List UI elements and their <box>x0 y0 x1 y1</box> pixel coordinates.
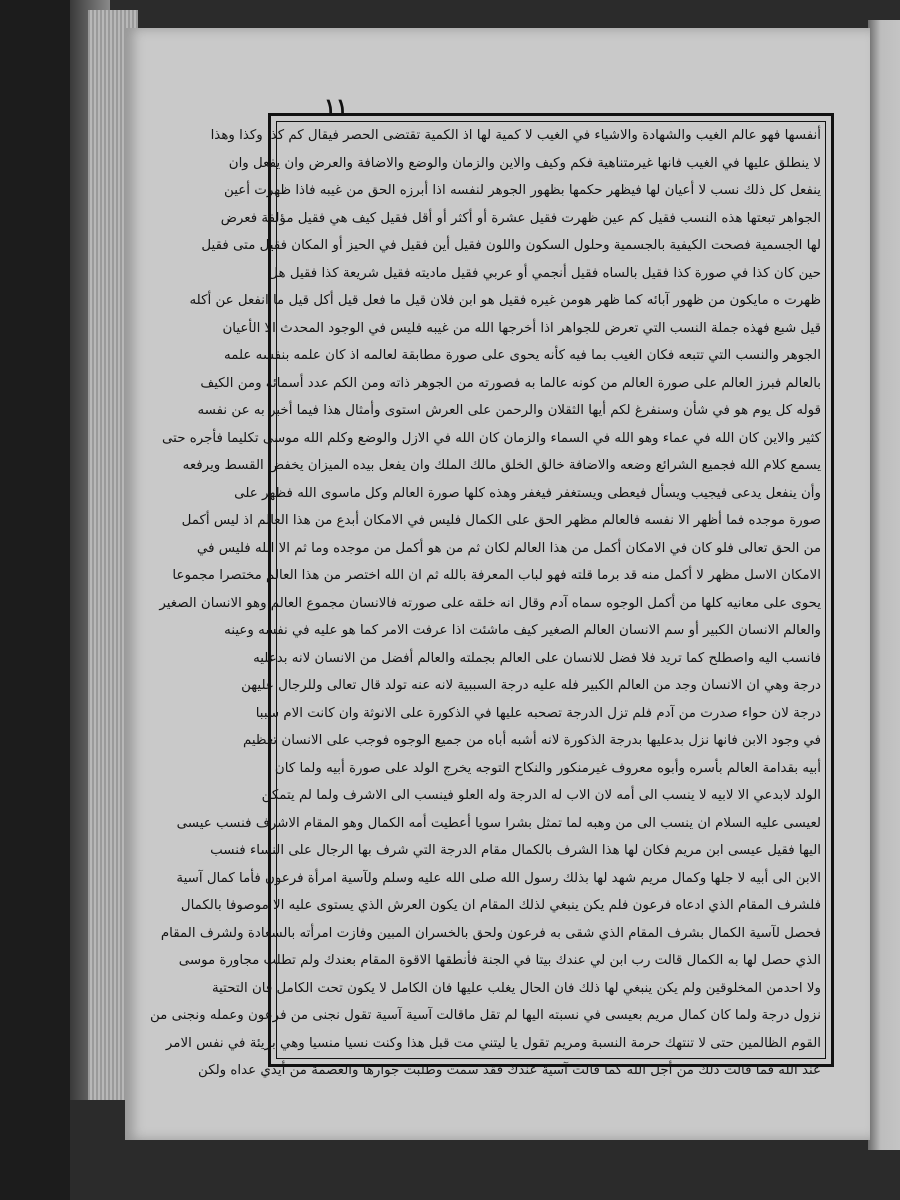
text-line: ينفعل كل ذلك نسب لا أعيان لها فيظهر حكمها بظهور الجوهر لنفسه اذا أبرزه الحق من غيبه فاذا ظهرت أعين <box>224 183 821 198</box>
text-line: الجواهر تبعتها هذه النسب فقيل كم عين ظهرت فقيل عشرة أو أكثر أو أقل فقيل كيف هي فقيل مؤلفة فعرض <box>220 210 821 226</box>
text-line: الجوهر والنسب التي تتبعه فكان الغيب بما فيه كأنه يحوى على صورة مطابقة لعالمه اذ كان علمه بنفسه علمه <box>224 348 821 363</box>
text-line: حين كان كذا في صورة كذا فقيل بالساه فقيل أنجمي أو عربي فقيل ماديته فقيل شريعة كذا فقيل هل <box>268 265 821 281</box>
text-line: أبيه بقدامة العالم بأسره وأبوه معروف غيرمنكور والنكاح التوجه يخرج الولد على صورة أبيه ولما كان <box>274 760 821 776</box>
text-line: نزول درجة ولما كان كمال مريم بعيسى في نسبته اليها لم تقل ماقالت آسية آسية تقول نجنى من فرعون وعمله ونجنى من <box>149 1008 821 1023</box>
text-line: عند الله فما قالت ذلك من أجل الله كما قالت آسية عندك فقد سمت وطلبت جوارها والعصمة من أيدي عداه ولكن <box>198 1063 821 1078</box>
text-line: يسمع كلام الله فجميع الشرائع وضعه والاضافة خالق الخلق مالك الملك وان يفعل بيده الميزان يخفض القسط ويرفعه <box>182 458 821 473</box>
text-line: القوم الظالمين حتى لا تنتهك حرمة النسبة ومريم تقول يا ليتني مت قبل هذا وكنت نسيا منسيا وهي بريئة في نفس الامر <box>165 1035 821 1051</box>
text-line: اليها فقيل عيسى ابن مريم فكان لها هذا الشرف بالكمال مقام الدرجة التي شرف بها الرجال على النساء فنسب <box>210 843 821 858</box>
text-line: درجة لان حواء صدرت من آدم فلم تزل الدرجة تصحبه عليها في الذكورة على الانوثة وان كانت الام سببا <box>255 705 821 721</box>
text-line: لعيسى عليه السلام ان ينسب الى من وهبه لما تمثل بشرا سويا أعطيت أمه الكمال وهو المقام الاشرف فنسب عيسى <box>176 815 821 831</box>
text-line: وأن ينفعل يدعى فيجيب ويسأل فيعطى ويستغفر فيغفر وهذه كلها صورة العالم وكل ماسوى الله فظهر على <box>234 485 821 501</box>
text-line: أنفسها فهو عالم الغيب والشهادة والاشياء في الغيب لا كمية لها اذ الكمية تقتضى الحصر فيقال كم كذا وكذا وهذا <box>210 128 821 143</box>
text-line: فانسب اليه واصطلح كما تريد فلا فضل للانسان على العالم بجملته والعالم أفضل من الانسان لانه بدعليه <box>253 650 821 666</box>
text-line: في وجود الابن فانها نزل بدعليها بدرجة الذكورة لانه أشبه أباه من جميع الوجوه فوجب على الانسان تعظيم <box>242 733 821 748</box>
text-frame <box>149 113 834 1078</box>
text-line: والعالم الانسان الكبير أو سم الانسان العالم الصغير كيف ماشئت اذا عرفت الامر كما هو عليه في نفسه وعينه <box>224 623 821 638</box>
text-line: قوله كل يوم هو في شأن وسنفرغ لكم أيها الثقلان والرحمن على العرش استوى وأمثال هذا فيما أخبر به عن نفسه <box>197 403 821 418</box>
text-line: لها الجسمية فصحت الكيفية بالجسمية وحلول السكون واللون فقيل أين فقيل في الحيز أو المكان فقيل متى فقيل <box>201 238 821 253</box>
text-line: لا ينطلق عليها في الغيب فانها غيرمتناهية فكم وكيف والاين والزمان والوضع والاضافة والعرض وان يفعل وان <box>228 155 821 171</box>
text-line: فلشرف المقام الذي ادعاه فرعون فلم يكن ينبغي لذلك المقام ان يكون العرش الذي يستوى عليه الا موصوفا بالكمال <box>180 898 821 913</box>
text-line: درجة وهي ان الانسان وجد من العالم الكبير فله عليه درجة السببية لانه عنه تولد قال تعالى وللرجال عليهن <box>241 678 821 693</box>
text-line: ظهرت ه مايكون من ظهور آبائه كما ظهر هومن غيره فقيل هو ابن فلان قيل ما فعل قيل أكل قيل ما انفعل عن أكله <box>189 293 821 308</box>
dark-border <box>0 0 70 1200</box>
text-line: من الحق تعالى فلو كان في الامكان أكمل من هذا العالم لكان ثم من هو أكمل من موجده وما ثم الا الله فليس في <box>196 540 821 556</box>
text-line: فحصل لآسية الكمال بشرف المقام الذي شقى به فرعون ولحق بالخسران المبين وفازت امرأته بالسعادة ولشرف المقام <box>160 925 821 941</box>
page-number: ١١ <box>324 94 348 120</box>
text-line: قيل شبع فهذه جملة النسب التي تعرض للجواهر اذا أخرجها الله من غيبه فليس في الوجود المحدث الا الأعيان <box>222 320 821 336</box>
text-line: الولد لابدعي الا لابيه لا ينسب الى أمه لان الاب له الدرجة وله العلو فينسب الى الاشرف ولما لم يتمكن <box>261 788 821 803</box>
text-line: بالعالم فبرز العالم على صورة العالم من كونه عالما به فصورته من الجوهر ذاته ومن الكم عدد أسمائه ومن الكيف <box>200 375 821 391</box>
text-line: ولا احدمن المخلوقين ولم يكن ينبغي لها ذلك فان الحال يغلب عليها فان الكامل لا يكون تحت الكامل فان التحتية <box>211 980 821 996</box>
text-line: صورة موجده فما أظهر الا نفسه فالعالم مظهر الحق على الكمال فليس في الامكان أبدع من هذا العالم اذ ليس أكمل <box>181 513 821 528</box>
text-line: الابن الى أبيه لا جلها وكمال مريم شهد لها بذلك رسول الله صلى الله عليه وسلم ولآسية امرأة فرعون فأما كمال آسية <box>176 870 821 886</box>
facing-page-edge <box>868 20 900 1150</box>
text-line: يحوى على معانيه كلها من أكمل الوجوه سماه آدم وقال انه خلقه على صورته فالانسان مجموع العالم وهو الانسان الصغير <box>159 595 821 611</box>
text-line: الامكان الاسل مظهر لا أكمل منه قد برما قلته فهو لباب المعرفة بالله ثم ان الله اختصر من هذا العالم مختصرا مجموعا <box>172 568 821 583</box>
text-line: الذي حصل لها به الكمال قالت رب ابن لي عندك بيتا في الجنة فأنطقها الاقوة المقام بعندك ولم تطلب مجاورة موسى <box>178 953 821 968</box>
body-text <box>149 122 821 1078</box>
text-line: كثير والاين كان الله في عماء وهو الله في السماء والزمان كان الله في الازل والوضع وكلم الله موسى تكليما فأجره حتى <box>162 430 821 446</box>
